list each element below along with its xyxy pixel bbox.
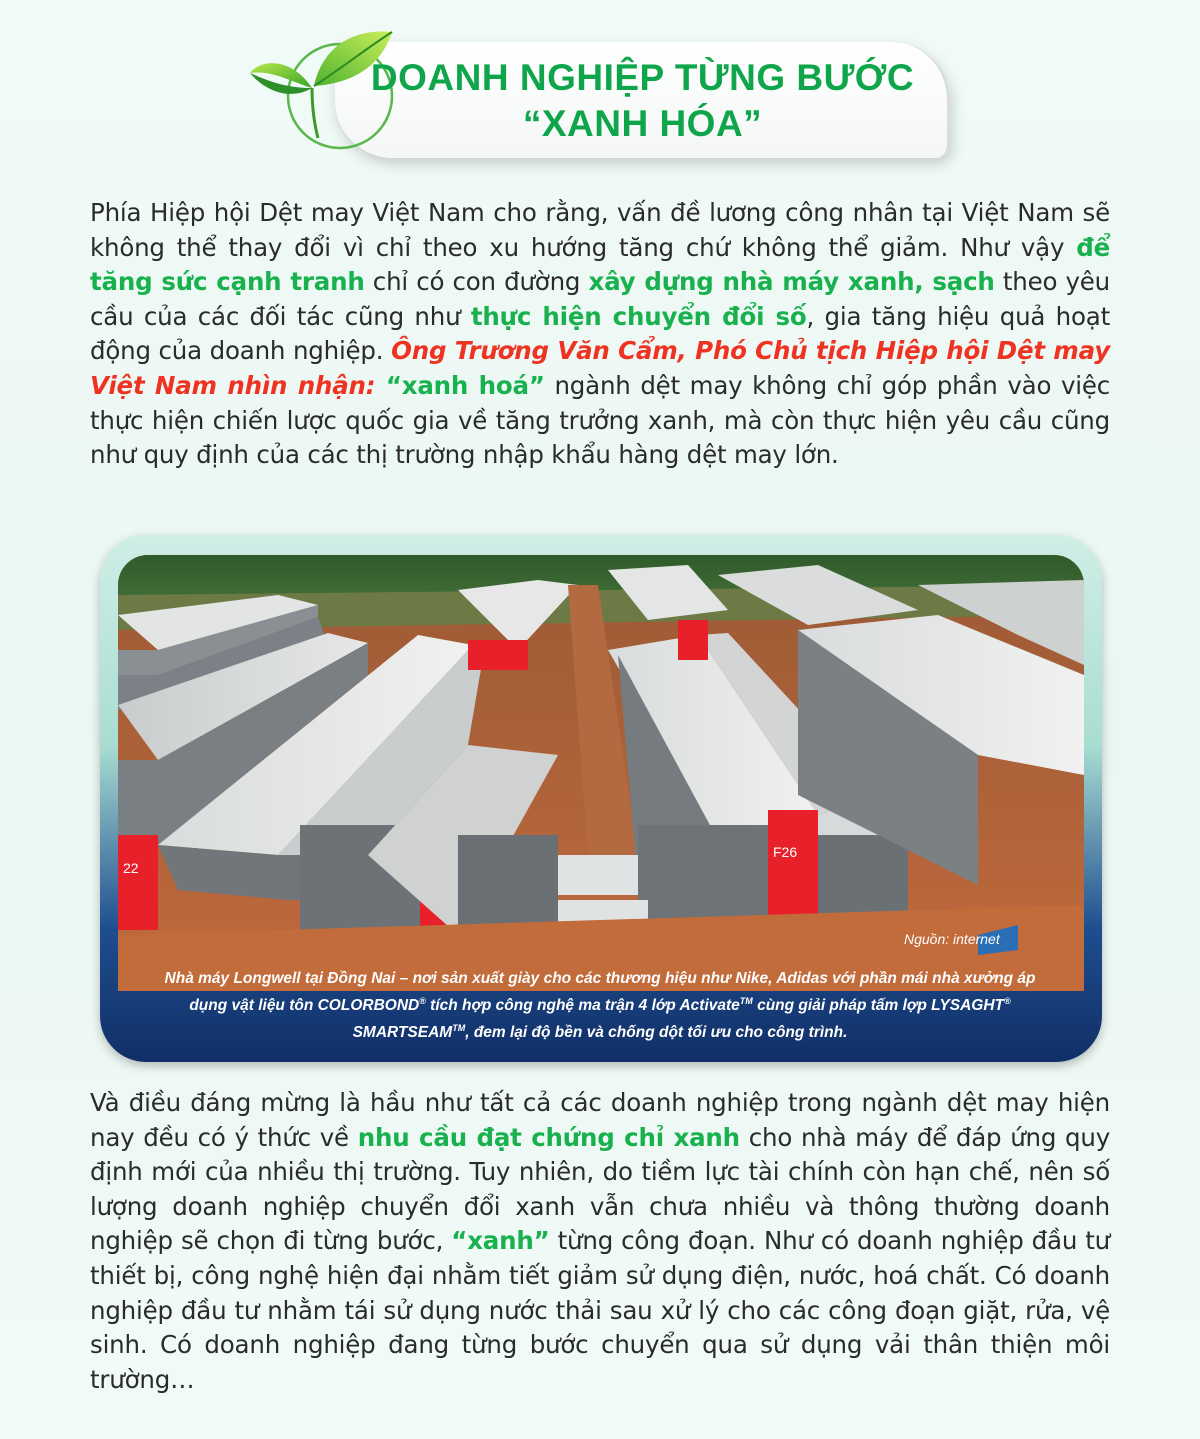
second-paragraph [90,1086,1110,1397]
trademark-mark: TM [452,1023,466,1034]
text-span: ngành dệt may không chỉ góp phần vào việc thực hiện chiến lược quốc gia về tăng trưởng xanh, mà còn thực hiện yêu cầu cũng như quy định của các thị trường nhập khẩu hàng dệt may lớn. [90,370,1111,470]
text-span: Phía Hiệp hội Dệt may Việt Nam cho rằng, vấn đề lương công nhân tại Việt Nam sẽ không thể thay đổi vì chỉ theo xu hướng tăng chứ không thể giảm. Như vậy [90,198,1110,262]
text-span: chỉ có con đường [364,267,589,297]
title-line-2: “XANH HÓA” [522,103,763,144]
page-title [335,55,950,147]
factory-aerial-photo [118,555,1084,991]
trademark-mark: TM [739,996,753,1006]
building-label-22: 22 [123,860,139,876]
text-span: , gia tăng hiệu quả hoạt động của doanh nghiệp. [90,301,1111,366]
speaker-attribution: Ông Trương Văn Cẩm, Phó Chủ tịch Hiệp hội Dệt may Việt Nam nhìn nhận: [90,336,1110,400]
highlight-xanh: “xanh” [451,1226,550,1256]
registered-mark: ® [1004,996,1011,1006]
intro-paragraph [90,196,1110,473]
text-span: Và điều đáng mừng là hầu như tất cả các doanh nghiệp trong ngành dệt may hiện nay đều có ý thức về [90,1088,1110,1152]
highlight-xanh-hoa: “xanh hoá” [375,370,545,400]
caption-text: Nhà máy Longwell tại Đồng Nai – nơi sản xuất giày cho các thương hiệu như Nike, Adidas với phần mái nhà xưởng áp dụng vật liệu tôn COLORBOND [164,970,1036,1015]
caption-text: cùng giải pháp tấm lợp LYSAGHT [752,997,1005,1015]
highlight-green-factory: xây dựng nhà máy xanh, sạch [588,267,995,297]
highlight-green-certificate: nhu cầu đạt chứng chỉ xanh [357,1122,740,1152]
building-label-f26: F26 [773,844,798,860]
text-span: theo yêu cầu của các đối tác cũng như [90,267,1110,331]
factory-illustration [118,555,1084,991]
image-source: Nguồn: internet [904,931,1000,947]
text-span: cho nhà máy để đáp ứng quy định mới của nhiều thị trường. Tuy nhiên, do tiềm lực tài chính còn hạn chế, nên số lượng doanh nghiệp chuyển đổi xanh vẫn chưa nhiều và thông thường doanh nghiệp sẽ chọn đi từng bước, [90,1122,1110,1256]
caption-text: SMARTSEAM [352,1024,453,1042]
registered-mark: ® [419,996,426,1006]
caption-text: , đem lại độ bền và chống dột tối ưu cho công trình. [465,1024,848,1042]
image-caption [150,967,1050,1044]
caption-text: tích hợp công nghệ ma trận 4 lớp Activate [425,997,740,1015]
text-span: từng công đoạn. Như có doanh nghiệp đầu tư thiết bị, công nghệ hiện đại nhằm tiết giảm sử dụng điện, nước, hoá chất. Có doanh nghiệp đầu tư nhằm tái sử dụng nước thải sau xử lý cho các công đoạn giặt, rửa, vệ sinh. Có doanh nghiệp đang từng bước chuyển qua sử dụng vải thân thiện môi trường… [90,1226,1110,1394]
header [0,0,1200,170]
highlight-digital-transformation: thực hiện chuyển đổi số [470,301,807,331]
highlight-competitiveness: để tăng sức cạnh tranh [90,232,1110,297]
title-line-1: DOANH NGHIỆP TỪNG BƯỚC [370,57,915,98]
